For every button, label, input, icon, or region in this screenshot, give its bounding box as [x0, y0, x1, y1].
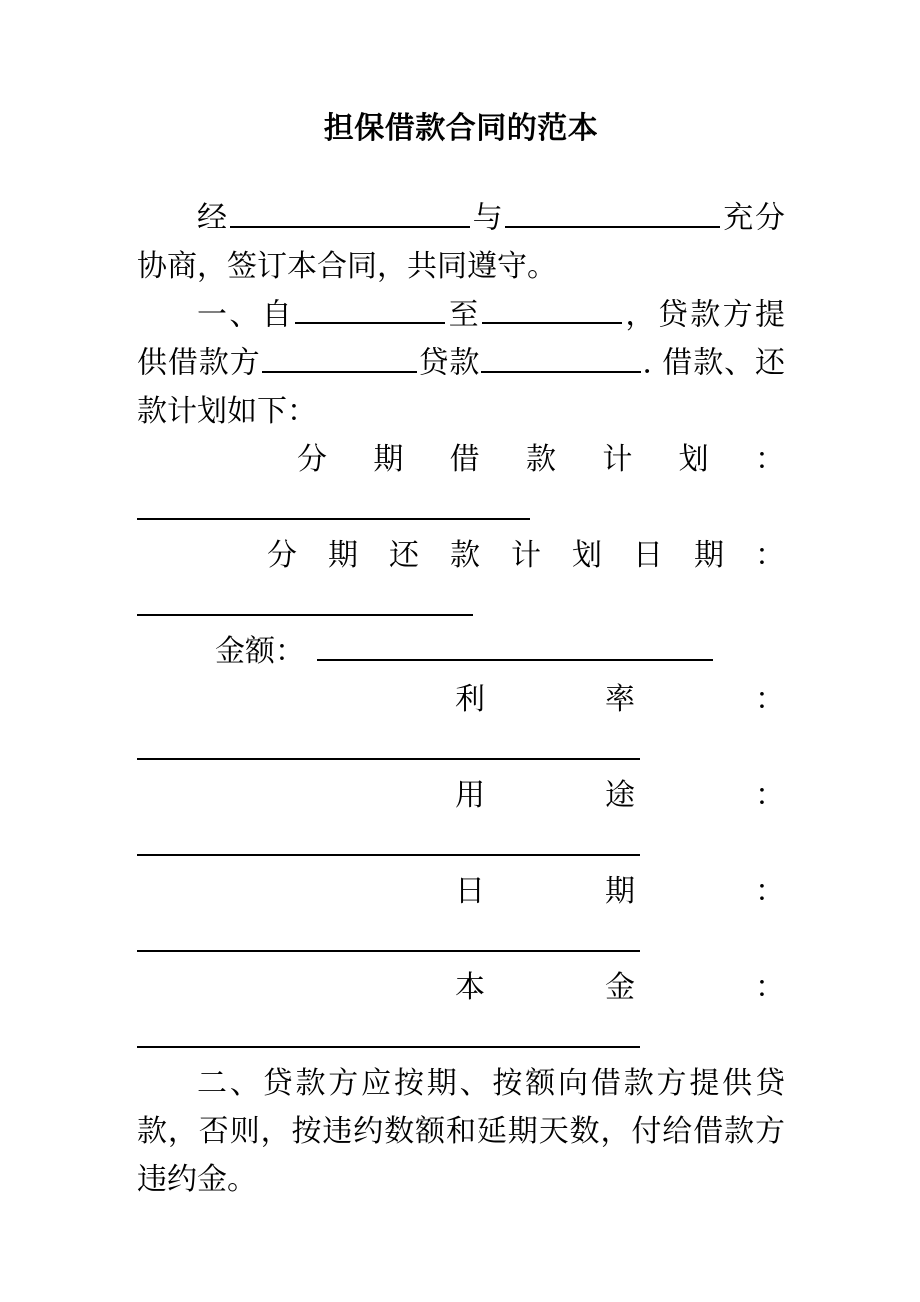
blank-amount[interactable]: [317, 628, 713, 662]
field-installment-repay-plan-date: [137, 532, 785, 580]
blank-installment-repay-plan-date[interactable]: [137, 580, 785, 628]
char: 期: [694, 537, 724, 573]
blank-party-a[interactable]: [230, 194, 470, 228]
char: 金: [605, 970, 635, 1005]
blank-principal[interactable]: [137, 1012, 785, 1060]
char: 计: [602, 441, 633, 477]
principal-chars: [455, 964, 785, 1012]
interest-rate-chars: [455, 676, 785, 724]
blank-date[interactable]: [137, 916, 785, 964]
char: 期: [373, 441, 404, 477]
paragraph-preamble: [137, 194, 785, 291]
field-purpose: [137, 772, 785, 820]
field-principal: [137, 964, 785, 1012]
char: 利: [455, 682, 485, 717]
field-installment-borrow-plan: [137, 436, 785, 484]
char: 计: [511, 537, 541, 573]
page-title: 担保借款合同的范本: [323, 111, 599, 146]
char: 借: [449, 441, 480, 477]
paragraph-clause-one: [137, 291, 785, 436]
blank-purpose[interactable]: [137, 820, 785, 868]
installment-repay-plan-date-chars: [267, 532, 785, 580]
blank-installment-borrow-plan[interactable]: [137, 484, 785, 532]
preamble-text-1: 经: [197, 200, 229, 236]
date-chars: [455, 868, 785, 916]
char: ：: [755, 778, 785, 813]
installment-borrow-plan-chars: [297, 436, 785, 484]
field-date: [137, 868, 785, 916]
clause-one-mid: ，贷款方提供借款方: [137, 297, 786, 381]
char: 用: [455, 778, 485, 813]
char: 款: [525, 441, 556, 477]
preamble-text-2: 与: [470, 200, 505, 236]
char: 期: [328, 537, 358, 573]
char: ：: [755, 874, 785, 909]
char: ：: [755, 970, 785, 1005]
clause-one-lead: 一、自: [197, 297, 295, 332]
char: 还: [389, 537, 419, 573]
field-amount: [137, 628, 785, 677]
char: 划: [572, 537, 602, 573]
blank-start-date[interactable]: [295, 291, 445, 325]
char: 途: [605, 778, 635, 813]
blank-loan-amount[interactable]: [262, 339, 417, 373]
char: 率: [605, 682, 635, 717]
clause-one-to: 至: [446, 297, 482, 332]
char: 期: [605, 874, 635, 909]
document-body: [137, 194, 785, 1204]
char: 分: [267, 537, 297, 573]
char: 划: [678, 441, 709, 477]
clause-one-loan: 贷款: [417, 345, 481, 381]
purpose-chars: [455, 772, 785, 820]
amount-label: 金额：: [215, 634, 305, 669]
paragraph-clause-two: 二、贷款方应按期、按额向借款方提供贷款，否则，按违约数额和延期天数，付给借款方违约金。: [137, 1066, 785, 1197]
char: 本: [455, 970, 485, 1005]
char: ：: [754, 441, 785, 477]
blank-end-date[interactable]: [482, 291, 622, 325]
preamble-text-3: 充分协商，签订本合同，共同遵守。: [137, 200, 786, 284]
clause-one-tail: . 借款、还款计划如下：: [137, 345, 786, 429]
blank-interest-rate[interactable]: [137, 724, 785, 772]
blank-party-b[interactable]: [505, 194, 720, 228]
blank-loan-type[interactable]: [481, 339, 641, 373]
char: 日: [455, 874, 485, 909]
char: ：: [755, 682, 785, 717]
document-content-column: [137, 0, 785, 1204]
char: ：: [755, 537, 785, 573]
field-interest-rate: [137, 676, 785, 724]
char: 款: [450, 537, 480, 573]
char: 分: [297, 441, 327, 477]
char: 日: [633, 537, 663, 573]
